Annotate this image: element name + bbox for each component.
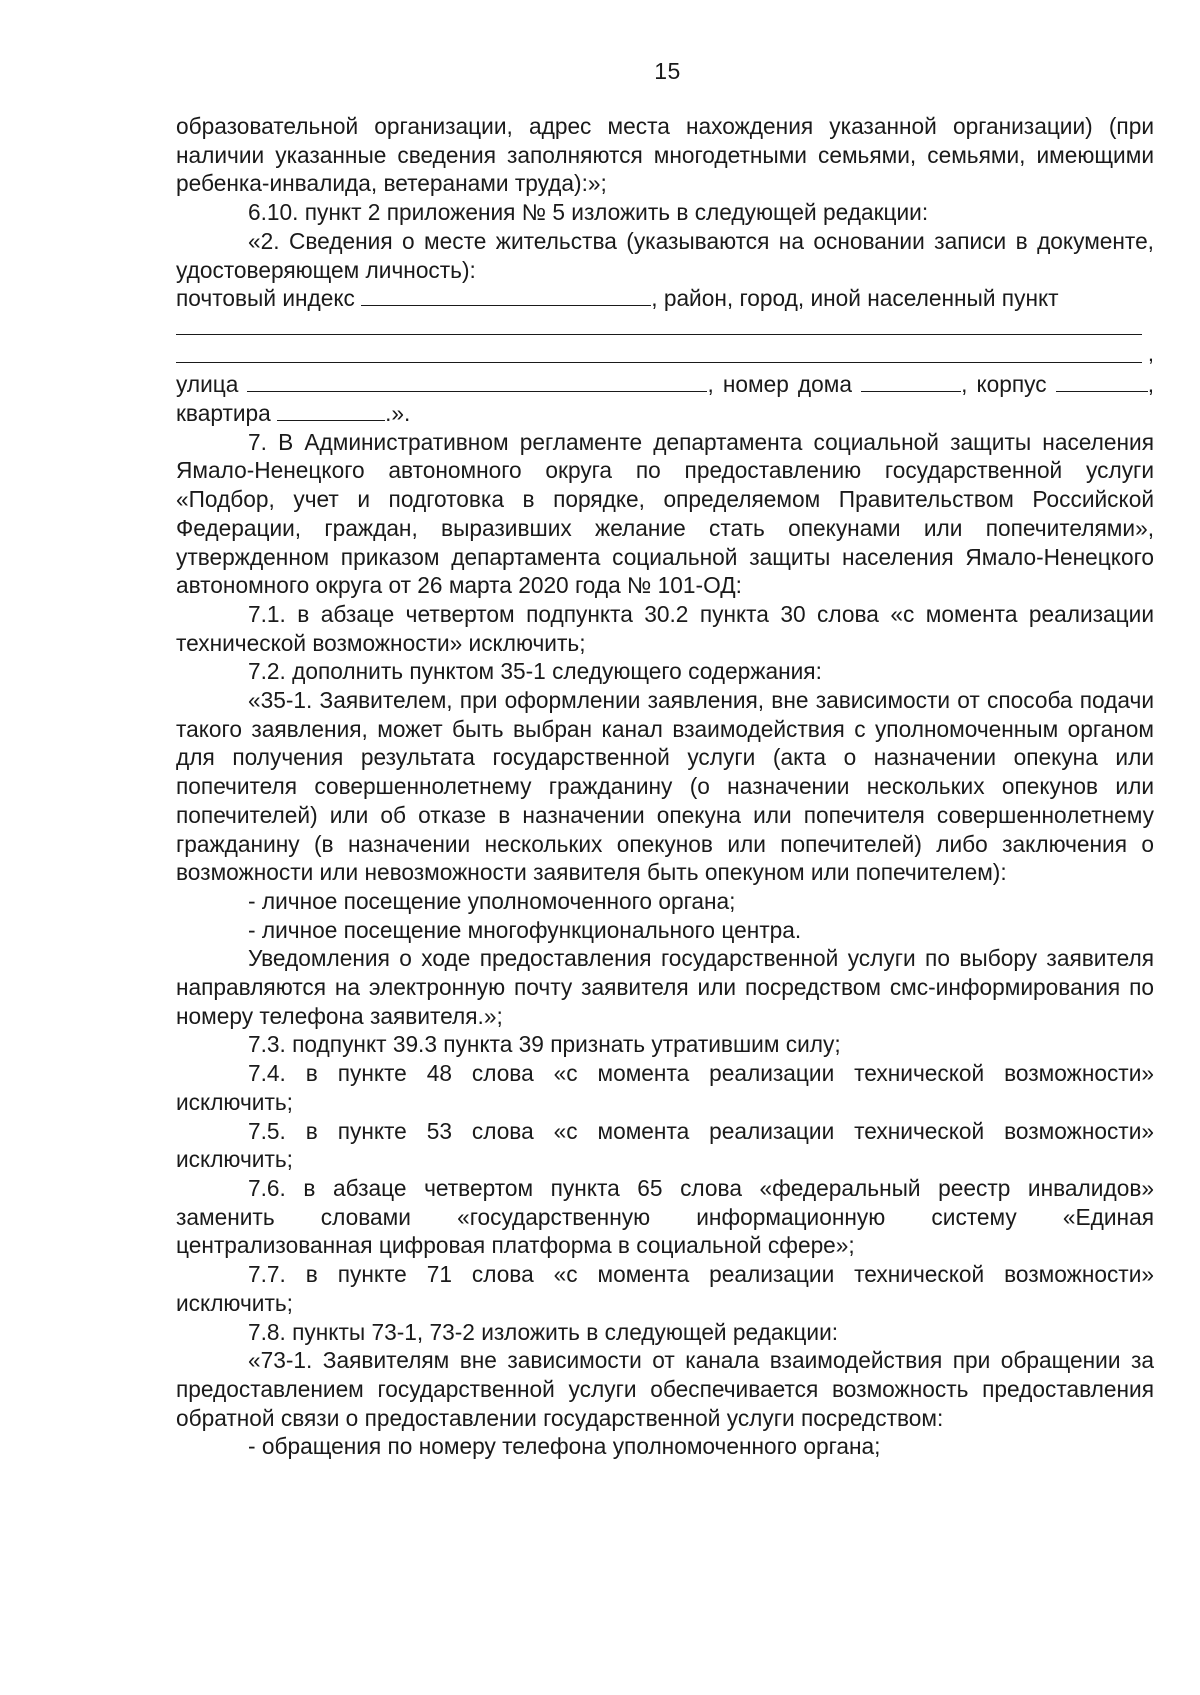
paragraph-6-10: 6.10. пункт 2 приложения № 5 изложить в следующей редакции: bbox=[248, 199, 929, 226]
fill-in-line-bar bbox=[176, 362, 1142, 363]
street-label: улица bbox=[176, 371, 239, 398]
house-number-blank bbox=[861, 371, 961, 392]
fill-in-line bbox=[176, 313, 1154, 342]
list-item: - личное посещение уполномоченного органа; bbox=[248, 887, 736, 914]
line-comma: , bbox=[1147, 340, 1154, 366]
postal-code-blank bbox=[361, 285, 651, 306]
paragraph-7-2: 7.2. дополнить пунктом 35-1 следующего содержания: bbox=[248, 658, 822, 685]
street-line bbox=[176, 370, 1154, 427]
apartment-label: , квартира bbox=[176, 371, 1155, 426]
building-blank bbox=[1056, 371, 1148, 392]
paragraph-7-1: 7.1. в абзаце четвертом подпункта 30.2 пункта 30 слова «с момента реализации технической возможности» исключить; bbox=[176, 600, 1154, 656]
page-number: 15 bbox=[654, 58, 681, 84]
closing-quote: .». bbox=[385, 400, 411, 426]
fill-in-line-bar bbox=[176, 334, 1142, 335]
paragraph-7-3: 7.3. подпункт 39.3 пункта 39 признать утратившим силу; bbox=[248, 1031, 841, 1058]
building-label: , корпус bbox=[961, 371, 1047, 398]
paragraph-7-5: 7.5. в пункте 53 слова «с момента реализации технической возможности» исключить; bbox=[176, 1117, 1154, 1173]
list-item: - обращения по номеру телефона уполномоченного органа; bbox=[248, 1433, 881, 1460]
district-city-label: , район, город, иной населенный пункт bbox=[651, 285, 1059, 312]
fill-in-line bbox=[176, 342, 1154, 371]
paragraph-residence-info: «2. Сведения о месте жительства (указываются на основании записи в документе, удостоверяющем личность): bbox=[176, 227, 1154, 283]
paragraph-73-1: «73-1. Заявителям вне зависимости от канала взаимодействия при обращении за предоставлением государственной услуги обеспечивается возможность предоставления обратной связи о предоставлении государственной услуги посредством: bbox=[176, 1347, 1154, 1431]
document-body bbox=[176, 112, 1154, 1461]
house-number-label: , номер дома bbox=[707, 371, 852, 398]
paragraph-continuation: образовательной организации, адрес места нахождения указанной организации) (при наличии указанные сведения заполняются многодетными семьями, семьями, имеющими ребенка-инвалида, ветеранами труда):»; bbox=[176, 113, 1154, 197]
paragraph-35-1: «35-1. Заявителем, при оформлении заявления, вне зависимости от способа подачи такого заявления, может быть выбран канал взаимодействия с уполномоченным органом для получения результата государственной услуги (акта о назначении опекуна или попечителя совершеннолетнему гражданину (о назначении нескольких опекунов или попечителей) или об отказе в назначении опекуна или попечителя совершеннолетнему гражданину (в назначении нескольких опекунов или попечителей) либо заключения о возможности или невозможности заявителя быть опекуном или попечителем): bbox=[176, 687, 1154, 886]
list-item: - личное посещение многофункционального центра. bbox=[248, 916, 802, 943]
paragraph-7-6: 7.6. в абзаце четвертом пункта 65 слова «федеральный реестр инвалидов» заменить словами «государственную информационную систему «Единая централизованная цифровая платформа в социальной сфере»; bbox=[176, 1174, 1154, 1259]
paragraph-7-4: 7.4. в пункте 48 слова «с момента реализации технической возможности» исключить; bbox=[176, 1060, 1154, 1115]
postal-code-line bbox=[176, 284, 1154, 313]
paragraph-7-7: 7.7. в пункте 71 слова «с момента реализации технической возможности» исключить; bbox=[176, 1261, 1154, 1316]
paragraph-notifications: Уведомления о ходе предоставления государственной услуги по выбору заявителя направляются на электронную почту заявителя или посредством смс-информирования по номеру телефона заявителя.»; bbox=[176, 945, 1154, 1029]
paragraph-7: 7. В Административном регламенте департамента социальной защиты населения Ямало-Ненецкого автономного округа по предоставлению государственной услуги «Подбор, учет и подготовка в порядке, определяемом Правительством Российской Федерации, граждан, выразивших желание стать опекунами или попечителями», утвержденном приказом департамента социальной защиты населения Ямало-Ненецкого автономного округа от 26 марта 2020 года № 101-ОД: bbox=[176, 428, 1154, 599]
paragraph-7-8: 7.8. пункты 73-1, 73-2 изложить в следующей редакции: bbox=[248, 1318, 839, 1345]
apartment-blank bbox=[277, 400, 385, 421]
postal-code-label: почтовый индекс bbox=[176, 285, 355, 312]
street-blank bbox=[247, 371, 707, 392]
